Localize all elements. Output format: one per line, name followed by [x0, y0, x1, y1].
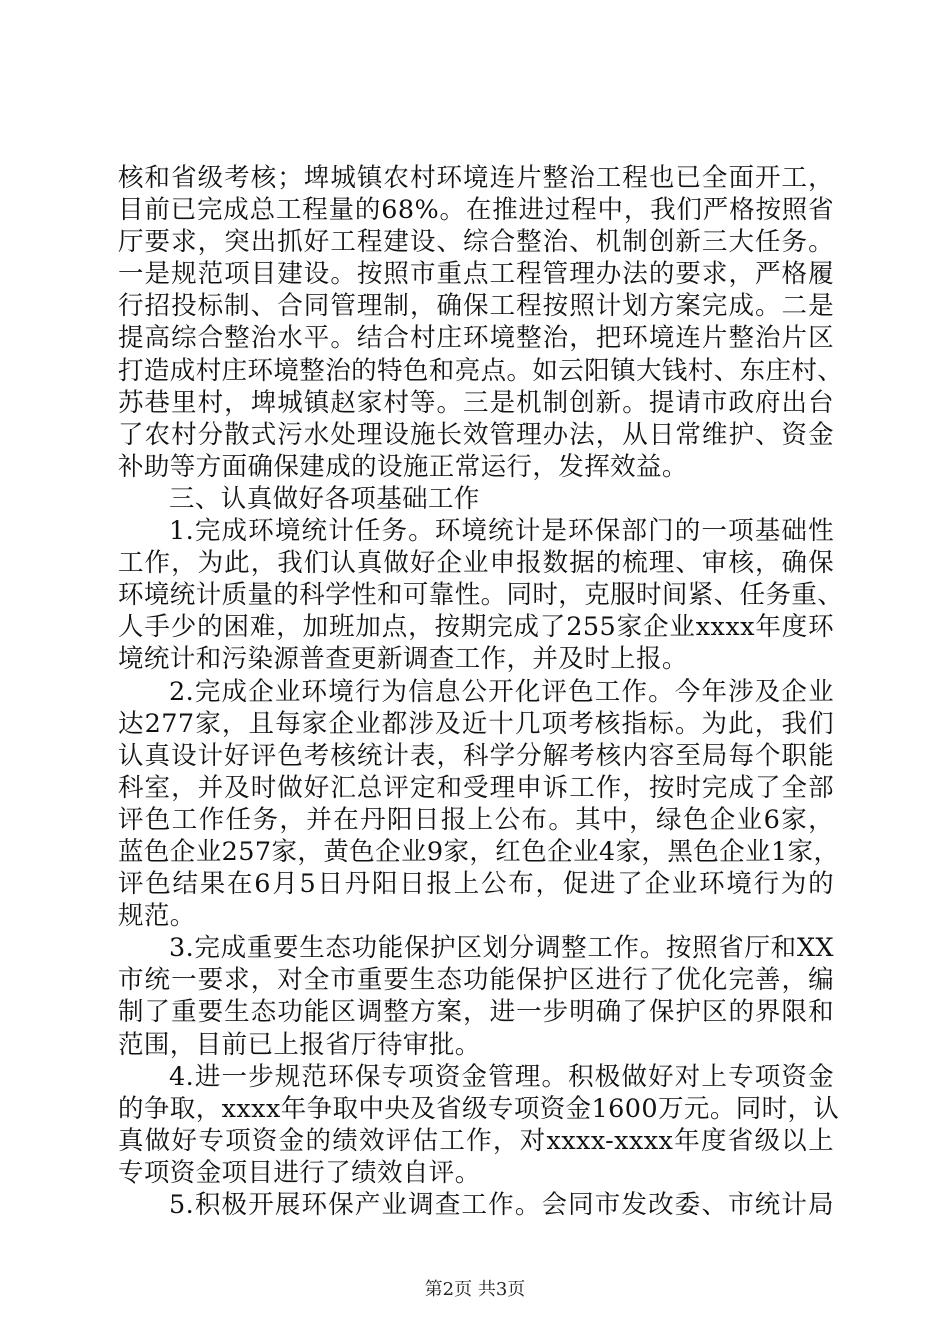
- text-line: 蓝色企业257家，黄色企业9家，红色企业4家，黑色企业1家，: [118, 836, 840, 867]
- text-line: 打造成村庄环境整治的特色和亮点。如云阳镇大钱村、东庄村、: [118, 355, 844, 386]
- text-line: 行招投标制、合同管理制，确保工程按照计划方案完成。二是: [118, 291, 834, 322]
- text-line: 规范。: [118, 901, 196, 932]
- text-line: 真做好专项资金的绩效评估工作，对xxxx-xxxx年度省级以上: [118, 1125, 834, 1156]
- text-line: 三、认真做好各项基础工作: [169, 483, 480, 514]
- text-line: 评色工作任务，并在丹阳日报上公布。其中，绿色企业6家，: [118, 804, 834, 835]
- text-line: 了农村分散式污水处理设施长效管理办法，从日常维护、资金: [118, 419, 834, 450]
- text-line: 核和省级考核；埤城镇农村环境连片整治工程也已全面开工，: [118, 163, 834, 193]
- text-line: 境统计和污染源普查更新调查工作，并及时上报。: [118, 644, 688, 675]
- text-line: 制了重要生态功能区调整方案，进一步明确了保护区的界限和: [118, 997, 834, 1028]
- text-line: 人手少的困难，加班加点，按期完成了255家企业xxxx年度环: [118, 612, 834, 643]
- document-body: [118, 162, 844, 1221]
- text-line: 4.进一步规范环保专项资金管理。积极做好对上专项资金: [169, 1061, 834, 1092]
- text-line: 评色结果在6月5日丹阳日报上公布，促进了企业环境行为的: [118, 869, 834, 900]
- text-line: 专项资金项目进行了绩效自评。: [118, 1157, 481, 1188]
- text-line: 的争取，xxxx年争取中央及省级专项资金1600万元。同时，认: [118, 1093, 840, 1124]
- text-line: 科室，并及时做好汇总评定和受理申诉工作，按时完成了全部: [118, 772, 834, 803]
- text-line: 工作，为此，我们认真做好企业申报数据的梳理、审核，确保: [118, 548, 834, 579]
- text-line: 厅要求，突出抓好工程建设、综合整治、机制创新三大任务。: [118, 227, 834, 258]
- text-line: 5.积极开展环保产业调查工作。会同市发改委、市统计局: [169, 1190, 834, 1220]
- text-line: 苏巷里村，埤城镇赵家村等。三是机制创新。提请市政府出台: [118, 387, 834, 418]
- text-line: 3.完成重要生态功能保护区划分调整工作。按照省厅和XX: [169, 933, 834, 964]
- page-number-label: 第2页 共3页: [424, 1279, 526, 1300]
- page-footer: [0, 1279, 950, 1301]
- text-line: 环境统计质量的科学性和可靠性。同时，克服时间紧、任务重、: [118, 580, 844, 611]
- text-line: 一是规范项目建设。按照市重点工程管理办法的要求，严格履: [118, 259, 834, 290]
- text-line: 市统一要求，对全市重要生态功能保护区进行了优化完善，编: [118, 965, 834, 996]
- text-line: 达277家，且每家企业都涉及近十几项考核指标。为此，我们: [118, 708, 834, 739]
- text-line: 目前已完成总工程量的68%。在推进过程中，我们严格按照省: [118, 195, 834, 226]
- text-line: 提高综合整治水平。结合村庄环境整治，把环境连片整治片区: [118, 323, 834, 354]
- text-line: 补助等方面确保建成的设施正常运行，发挥效益。: [118, 451, 688, 482]
- text-line: 1.完成环境统计任务。环境统计是环保部门的一项基础性: [169, 516, 834, 547]
- text-line: 2.完成企业环境行为信息公开化评色工作。今年涉及企业: [169, 676, 834, 707]
- text-line: 范围，目前已上报省厅待审批。: [118, 1029, 481, 1060]
- text-line: 认真设计好评色考核统计表，科学分解考核内容至局每个职能: [118, 740, 834, 771]
